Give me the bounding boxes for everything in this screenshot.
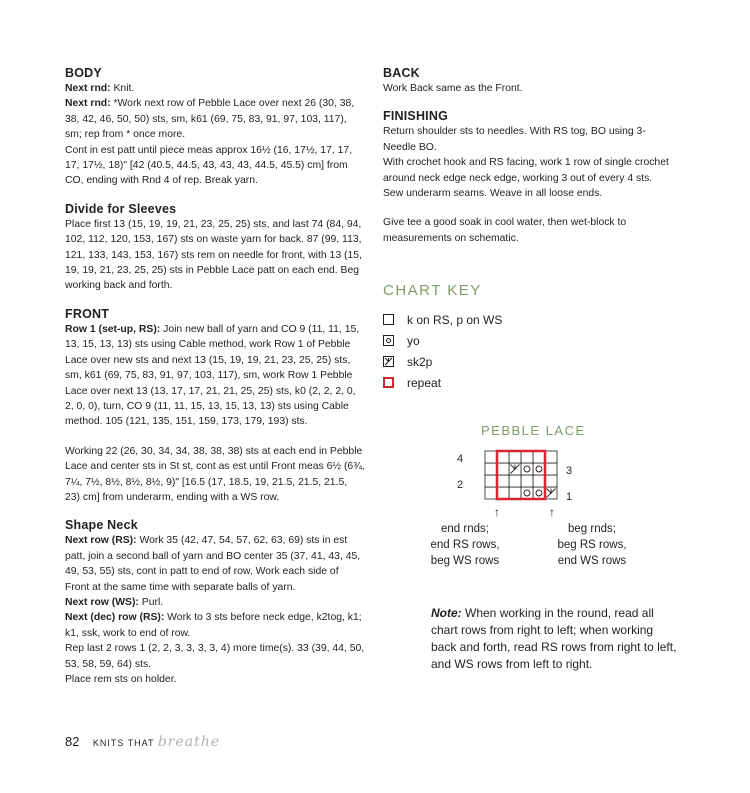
chart-cell — [521, 475, 533, 487]
key-item-repeat — [383, 372, 673, 393]
key-label: k on RS, p on WS — [407, 312, 503, 327]
arrow-up-icon: ↑ — [494, 505, 500, 519]
body-section — [65, 66, 365, 189]
yarn-over-icon — [383, 335, 394, 346]
neck-line: Next row (RS): Work 35 (42, 47, 54, 57, 62, 63, 69) sts in est patt, join a second ball of yarn and BO center 35 (37, 41, 43, 45, 49, 53, 55) sts, cont in patt to end of row, Work each side of Front at the same time with separate balls of yarn. — [65, 535, 361, 593]
arrow-up-icon: ↑ — [549, 505, 555, 519]
body-line: Next rnd: *Work next row of Pebble Lace over next 26 (30, 38, 38, 42, 46, 50, 50) sts, sm, k61 (69, 75, 83, 91, 97, 103, 117), sm; rep from * once more. — [65, 98, 355, 141]
chart-cell — [533, 451, 545, 463]
row-label-4: 4 — [457, 453, 464, 465]
book-title-script: breathe — [157, 734, 221, 750]
chart-key — [383, 282, 673, 393]
chart-cell — [521, 451, 533, 463]
chart-cell — [497, 487, 509, 499]
neck-line: Next row (WS): Purl. — [65, 596, 164, 608]
front-row1: Row 1 (set-up, RS): Join new ball of yarn and CO 9 (11, 11, 15, 13, 15, 13, 13) sts using Cable method, work Row 1 of Pebble Lace over new sts and next 13 (15, 19, 19, 21, 23, 25, 25) sts, sm, k61 (69, 75, 83, 91, 97, 103, 117), sm, work Row 1 Pebble Lace over next 13 (13, 17, 17, 21, 21, 25, 25) sts, k0 (2, 2, 2, 0, 2, 0, 0), turn, CO 9 (11, 11, 15, 13, 15, 13, 13) sts using Cable method. 105 (121, 135, 151, 159, 173, 179, 193) sts. — [65, 323, 360, 428]
page-number: 82 — [65, 734, 80, 749]
back-section — [383, 66, 673, 96]
neck-heading: Shape Neck — [65, 518, 138, 533]
chart-cell — [497, 451, 509, 463]
row-label-2: 2 — [457, 479, 464, 491]
right-column — [383, 66, 673, 393]
body-line: Next rnd: Knit. — [65, 83, 135, 94]
pebble-lace-title: PEBBLE LACE — [481, 423, 586, 438]
key-item-sk2p — [383, 351, 673, 372]
chart-cell — [485, 451, 497, 463]
chart-key-title: CHART KEY — [383, 282, 482, 300]
front-working: Working 22 (26, 30, 34, 34, 38, 38, 38) sts at each end in Pebble Lace and center sts in St st, cont as est until Front meas 6½ (6¾, 7¼, 7½, 8½, 8½, 8½, 9)" [16.5 (17, 18.5, 19, 21.5, 21.5, 21.5, 23) cm] from underarm, ending with a WS row. — [65, 445, 365, 503]
finishing-heading: FINISHING — [383, 109, 448, 124]
chart-cell — [485, 487, 497, 499]
finishing-line: Sew underarm seams. Weave in all loose ends. — [383, 188, 603, 200]
left-column — [65, 66, 365, 700]
divide-text: Place first 13 (15, 19, 19, 21, 23, 25, 25) sts, and last 74 (84, 94, 102, 112, 120, 153, 167) sts on waste yarn for back. 87 (99, 113, 121, 133, 143, 153, 167) sts rem on needle for front, with 13 (15, 19, 19, 21, 23, 25, 25) sts in Pebble Lace patt on each end. Beg working back and forth. — [65, 218, 362, 292]
neck-line: Next (dec) row (RS): Work to 3 sts before neck edge, k2tog, k1; k1, ssk, work to end of row. — [65, 612, 362, 639]
back-heading: BACK — [383, 66, 420, 80]
pebble-lace-chart — [455, 448, 595, 520]
key-item-knit — [383, 309, 673, 330]
chart-cell — [545, 463, 557, 475]
note: Note: When working in the round, read all chart rows from right to left; when working back and forth, read RS rows from right to left, and WS rows from left to right. — [431, 606, 677, 671]
knit-purl-square-icon — [383, 314, 394, 325]
chart-cell — [533, 475, 545, 487]
footer — [65, 734, 220, 750]
chart-cell — [545, 475, 557, 487]
sk2p-icon — [383, 356, 394, 367]
finishing-line: With crochet hook and RS facing, work 1 row of single crochet around neck edge neck edge, working 3 out of every 4 sts. — [383, 157, 669, 184]
key-label: sk2p — [407, 354, 433, 369]
finishing-soak: Give tee a good soak in cool water, then wet-block to measurements on schematic. — [383, 217, 627, 244]
divide-heading: Divide for Sleeves — [65, 201, 177, 216]
right-caption: beg rnds; beg RS rows, end WS rows — [557, 523, 627, 567]
finishing-line: Return shoulder sts to needles. With RS tog, BO using 3-Needle BO. — [383, 126, 646, 153]
body-heading: BODY — [65, 66, 102, 80]
chart-cell — [545, 451, 557, 463]
key-item-yo — [383, 330, 673, 351]
key-label: yo — [407, 333, 420, 348]
neck-line: Place rem sts on holder. — [65, 674, 177, 685]
back-text: Work Back same as the Front. — [383, 83, 523, 94]
chart-cell — [533, 463, 545, 475]
chart-cell — [533, 487, 545, 499]
chart-cell — [497, 475, 509, 487]
neck-section — [65, 518, 365, 687]
chart-cell — [521, 463, 533, 475]
chart-cell — [497, 463, 509, 475]
book-title: KNITS THAT — [92, 738, 155, 748]
chart-cell — [509, 451, 521, 463]
row-label-1: 1 — [566, 491, 573, 503]
chart-cell — [485, 475, 497, 487]
chart-cell — [509, 475, 521, 487]
front-section — [65, 307, 365, 505]
key-label: repeat — [407, 375, 442, 390]
chart-cell — [485, 463, 497, 475]
body-line: Cont in est patt until piece meas approx 16½ (16, 17½, 17, 17, 17, 17½, 18)" [42 (40.5, 44.5, 43, 43, 43, 44.5, 45.5) cm] from CO, ending with Rnd 4 of rep. Break yarn. — [65, 144, 353, 187]
repeat-box-icon — [383, 377, 394, 388]
neck-line: Rep last 2 rows 1 (2, 2, 3, 3, 3, 3, 4) more time(s). 33 (39, 44, 50, 53, 58, 59, 64) sts. — [65, 643, 365, 670]
chart-cell — [521, 487, 533, 499]
chart-cell — [509, 487, 521, 499]
left-caption: end rnds; end RS rows, beg WS rows — [430, 523, 500, 567]
row-label-3: 3 — [566, 465, 573, 477]
front-heading: FRONT — [65, 306, 110, 321]
divide-section — [65, 202, 365, 294]
finishing-section — [383, 109, 673, 246]
